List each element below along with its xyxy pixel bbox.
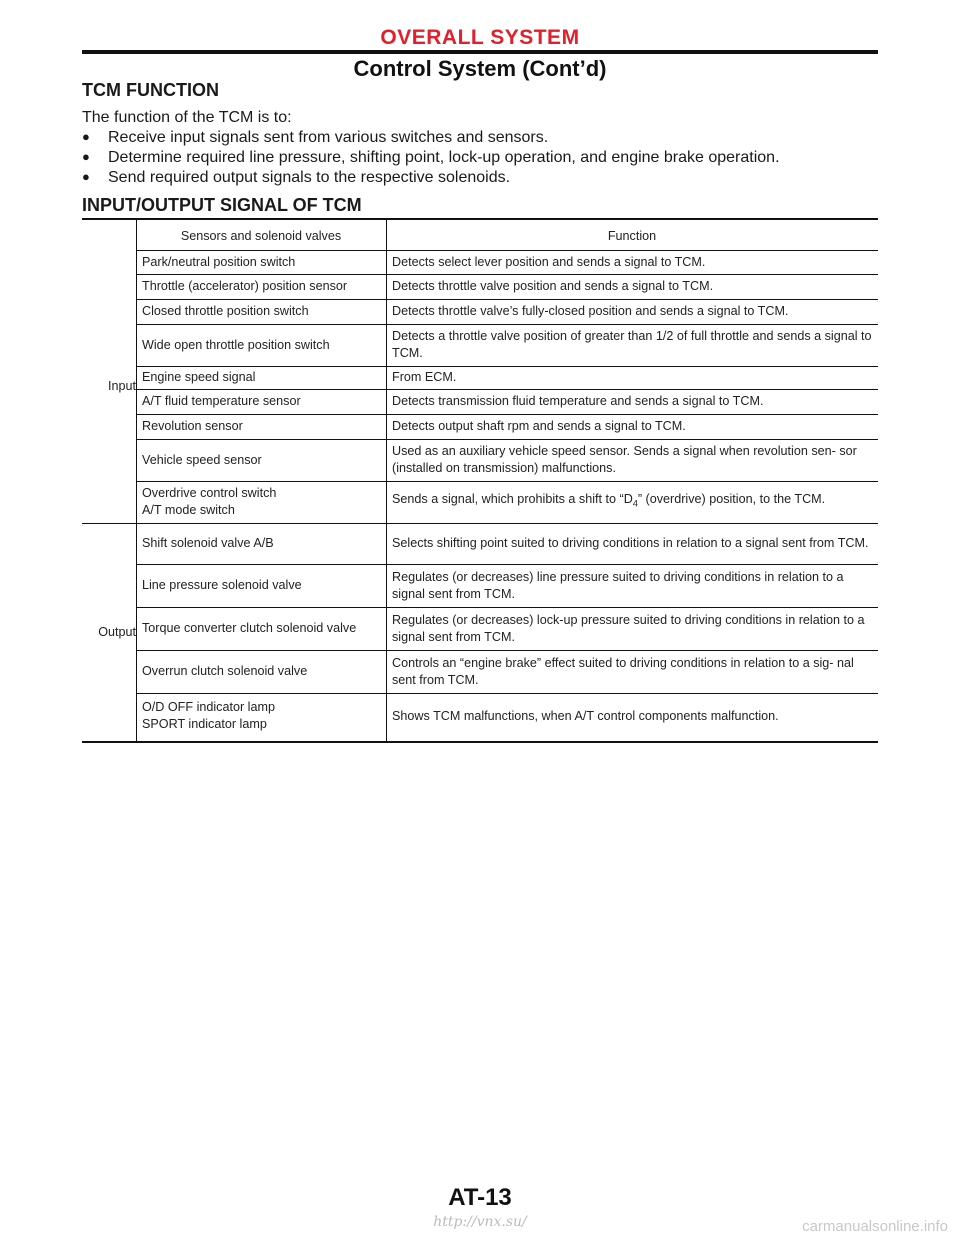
sensor-cell: Engine speed signal: [142, 370, 256, 384]
tcm-function-intro: The function of the TCM is to:: [82, 109, 292, 126]
io-signal-heading: INPUT/OUTPUT SIGNAL OF TCM: [82, 195, 362, 215]
function-cell: Selects shifting point suited to driving conditions in relation to a signal sent from TCM.: [392, 536, 869, 550]
sensor-line: O/D OFF indicator lamp: [142, 700, 275, 714]
function-cell: Detects a throttle valve position of greater than 1/2 of full throttle and sends a signal to TCM.: [392, 329, 872, 360]
sensor-line: SPORT indicator lamp: [142, 717, 267, 731]
function-cell: Detects select lever position and sends a signal to TCM.: [392, 254, 706, 269]
function-cell: Detects transmission fluid temperature and sends a signal to TCM.: [392, 394, 764, 408]
io-signal-table: [82, 218, 878, 743]
function-cell: Sends a signal, which prohibits a shift to “$D_4$” (overdrive) position, to the TCM.: [392, 492, 826, 509]
bullet-item: ● Receive input signals sent from various switches and sensors.: [82, 129, 549, 146]
bullet-icon: ●: [82, 169, 90, 184]
col-header-sensor: Sensors and solenoid valves: [180, 229, 342, 243]
sensor-line: Overdrive control switch: [142, 486, 277, 500]
sensor-cell: Closed throttle position switch: [142, 304, 309, 318]
bullet-item: ● Determine required line pressure, shifting point, lock-up operation, and engine brake operation.: [82, 149, 780, 166]
group-label-input: Input: [107, 379, 136, 393]
bullet-icon: ●: [82, 149, 90, 164]
watermark: carmanualsonline.info: [802, 1218, 948, 1235]
sensor-cell: [142, 481, 382, 523]
function-cell: Detects throttle valve’s fully-closed position and sends a signal to TCM.: [392, 304, 789, 318]
function-cell: Controls an “engine brake” effect suited to driving conditions in relation to a sig- nal sent from TCM.: [392, 655, 854, 687]
bullet-item: ● Send required output signals to the respective solenoids.: [82, 169, 511, 186]
section-title: OVERALL SYSTEM: [380, 26, 580, 49]
sensor-cell: Overrun clutch solenoid valve: [142, 664, 308, 678]
function-cell: From ECM.: [392, 370, 457, 384]
sensor-cell: Shift solenoid valve A/B: [142, 536, 274, 550]
source-url[interactable]: http://vnx.su/: [433, 1214, 527, 1230]
sensor-cell: Vehicle speed sensor: [142, 452, 262, 467]
sensor-cell: A/T fluid temperature sensor: [142, 394, 301, 408]
function-cell: Regulates (or decreases) lock-up pressure suited to driving conditions in relation to a signal sent from TCM.: [392, 612, 865, 644]
sensor-cell: Revolution sensor: [142, 419, 243, 433]
sensor-cell: Torque converter clutch solenoid valve: [142, 621, 357, 635]
bullet-icon: ●: [82, 129, 90, 144]
function-cell: Detects output shaft rpm and sends a signal to TCM.: [392, 419, 686, 433]
page-subtitle: Control System (Cont’d): [353, 56, 607, 81]
col-header-function: Function: [607, 229, 657, 243]
sensor-cell: Throttle (accelerator) position sensor: [142, 279, 348, 293]
sensor-cell: Wide open throttle position switch: [142, 337, 330, 352]
function-cell: Detects throttle valve position and sends a signal to TCM.: [392, 279, 714, 293]
sensor-cell: Line pressure solenoid valve: [142, 578, 302, 592]
sensor-line: A/T mode switch: [142, 503, 235, 517]
function-cell: Regulates (or decreases) line pressure suited to driving conditions in relation to a signal sent from TCM.: [392, 569, 844, 601]
sensor-cell: [142, 693, 382, 739]
sensor-cell: Park/neutral position switch: [142, 254, 296, 269]
function-cell: Shows TCM malfunctions, when A/T control components malfunction.: [392, 708, 779, 723]
function-cell: Used as an auxiliary vehicle speed sensor. Sends a signal when revolution sen- sor (installed on transmission) malfunctions.: [392, 444, 857, 475]
header-rule: [82, 50, 878, 54]
page-number: AT-13: [448, 1184, 512, 1211]
group-label-output: Output: [98, 625, 136, 639]
tcm-function-heading: TCM FUNCTION: [82, 80, 219, 100]
